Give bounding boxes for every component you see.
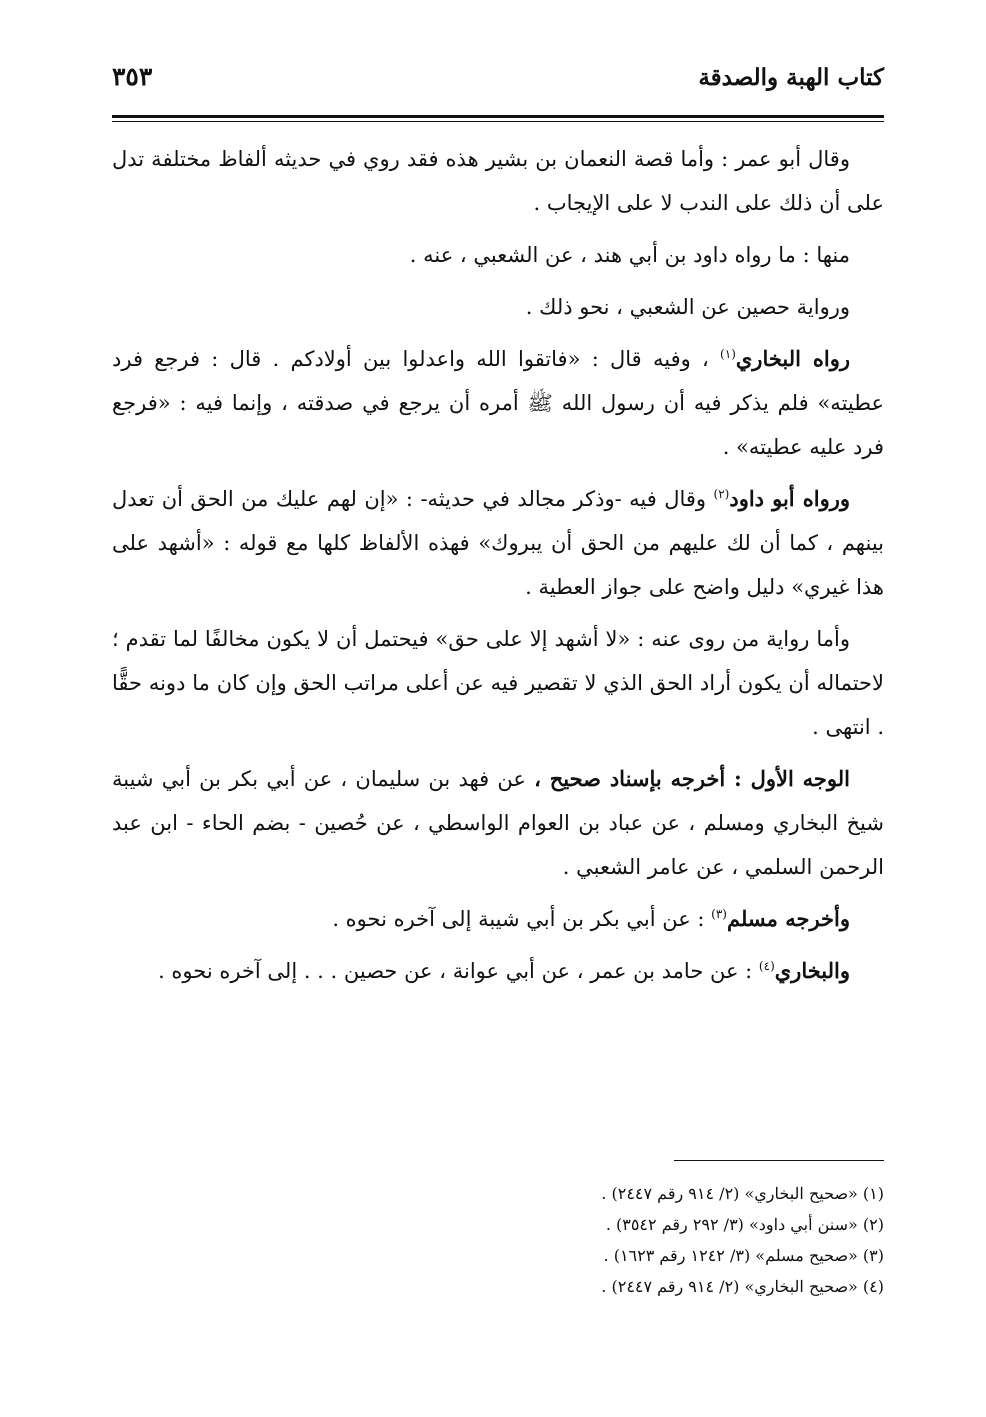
paragraph-4	[112, 337, 884, 469]
bold-lead: ورواه أبو داود	[729, 486, 850, 511]
paragraph-5	[112, 477, 884, 609]
footnote-1: (١) «صحيح البخاري» (٢/ ٩١٤ رقم ٢٤٤٧) .	[601, 1184, 884, 1203]
paragraph-9	[112, 949, 884, 993]
paragraph-text: : عن أبي بكر بن أبي شيبة إلى آخره نحوه .	[332, 907, 712, 931]
paragraph-text: : عن حامد بن عمر ، عن أبي عوانة ، عن حصين . . . إلى آخره نحوه .	[158, 959, 759, 983]
page-header	[112, 62, 884, 106]
paragraph-2: منها : ما رواه داود بن أبي هند ، عن الشعبي ، عنه .	[409, 243, 850, 267]
footnote-ref: (١)	[720, 347, 736, 361]
footnote-ref: (٣)	[711, 907, 727, 921]
footnote-2: (٢) «سنن أبي داود» (٣/ ٢٩٢ رقم ٣٥٤٢) .	[605, 1215, 884, 1234]
paragraph-text: ، وفيه قال : «فاتقوا الله واعدلوا بين أولادكم . قال : فرجع فرد عطيته» فلم يذكر فيه أن رسول الله ﷺ أمره أن يرجع في صدقته ، وإنما فيه : «فرجع فرد عليه عطيته» .	[112, 347, 884, 459]
running-title: كتاب الهبة والصدقة	[698, 64, 884, 91]
footnote-4: (٤) «صحيح البخاري» (٢/ ٩١٤ رقم ٢٤٤٧) .	[601, 1277, 884, 1296]
paragraph-6: وأما رواية من روى عنه : «لا أشهد إلا على حق» فيحتمل أن لا يكون مخالفًا لما تقدم ؛ لاحتماله أن يكون أراد الحق الذي لا تقصير فيه عن أعلى مراتب الحق وإن كان ما دونه حقًّا . انتهى .	[112, 627, 884, 739]
header-rule-thin	[112, 121, 884, 122]
page-number: ٣٥٣	[112, 62, 153, 91]
paragraph-3: ورواية حصين عن الشعبي ، نحو ذلك .	[525, 295, 850, 319]
bold-lead: وأخرجه مسلم	[726, 906, 850, 931]
main-text	[112, 137, 884, 1001]
header-rule-thick	[112, 115, 884, 118]
footnote-ref: (٢)	[713, 487, 730, 501]
paragraph-text: وقال فيه -وذكر مجالد في حديثه- : «إن لهم عليك من الحق أن تعدل بينهم ، كما أن لك عليهم من الحق أن يبروك» فهذه الألفاظ كلها مع قوله : «أشهد على هذا غيري» دليل واضح على جواز العطية .	[112, 487, 884, 599]
bold-lead: رواه البخاري	[735, 346, 850, 371]
paragraph-7	[112, 757, 884, 889]
paragraph-text: عن فهد بن سليمان ، عن أبي بكر بن أبي شيبة شيخ البخاري ومسلم ، عن عباد بن العوام الواسطي ، عن حُصين - بضم الحاء - ابن عبد الرحمن السلمي ، عن عامر الشعبي .	[112, 767, 884, 879]
footnote-separator	[674, 1160, 884, 1161]
paragraph-1: وقال أبو عمر : وأما قصة النعمان بن بشير هذه فقد روي في حديثه ألفاظ مختلفة تدل على أن ذلك على الندب لا على الإيجاب .	[112, 147, 884, 215]
footnote-3: (٣) «صحيح مسلم» (٣/ ١٢٤٢ رقم ١٦٢٣) .	[603, 1246, 884, 1265]
bold-lead: الوجه الأول : أخرجه بإسناد صحيح ،	[534, 766, 850, 791]
footnote-ref: (٤)	[758, 959, 775, 973]
footnotes	[112, 1178, 884, 1302]
bold-lead: والبخاري	[774, 958, 850, 983]
paragraph-8	[112, 897, 884, 941]
